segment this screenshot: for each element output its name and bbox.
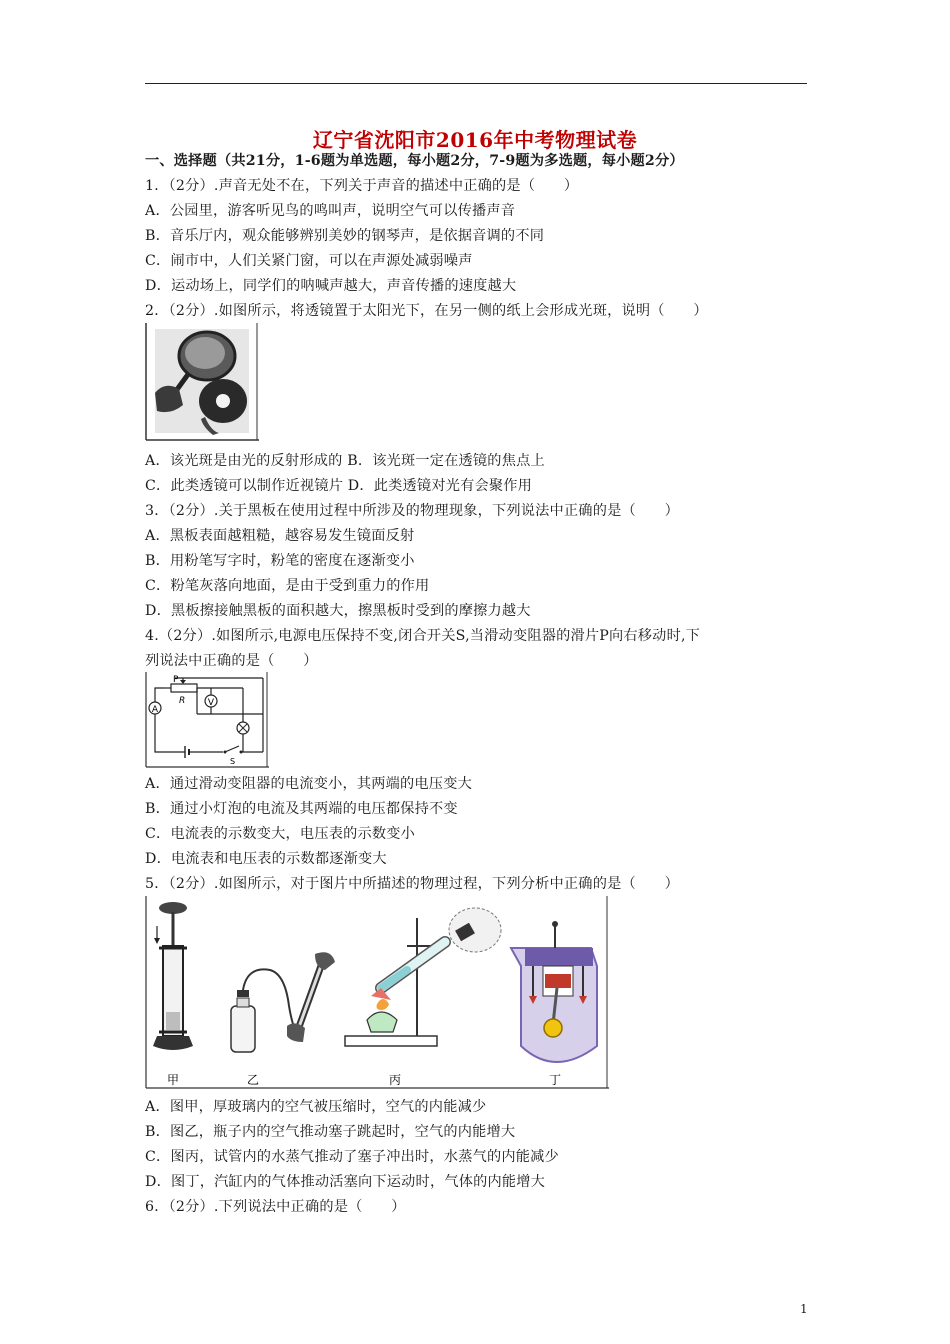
page-number: 1 — [800, 1302, 808, 1316]
resistor-r-label: R — [179, 696, 186, 706]
header-rule — [145, 83, 807, 84]
page-title: 辽宁省沈阳市2016年中考物理试卷 — [312, 128, 638, 152]
switch-s-label: S — [230, 757, 236, 766]
figure-label-ding: 丁 — [548, 1073, 562, 1087]
question-5-option-a: A．图甲，厚玻璃内的空气被压缩时，空气的内能减少 — [145, 1099, 487, 1115]
question-4-option-b: B．通过小灯泡的电流及其两端的电压都保持不变 — [145, 801, 458, 817]
question-4-stem-cont: 列说法中正确的是（ ） — [145, 653, 318, 669]
question-3-option-c: C．粉笔灰落向地面，是由于受到重力的作用 — [145, 578, 430, 594]
question-1-option-a: A．公园里，游客听见鸟的鸣叫声，说明空气可以传播声音 — [145, 203, 516, 219]
question-3-stem: 3．（2分）.关于黑板在使用过程中所涉及的物理现象，下列说法中正确的是（ ） — [145, 503, 680, 519]
question-4-stem: 4.（2分）.如图所示,电源电压保持不变,闭合开关S,当滑动变阻器的滑片P向右移动时,下 — [145, 628, 701, 644]
question-5-option-c: C．图丙，试管内的水蒸气推动了塞子冲出时，水蒸气的内能减少 — [145, 1149, 559, 1165]
question-3-option-d: D．黑板擦接触黑板的面积越大，擦黑板时受到的摩擦力越大 — [145, 603, 531, 619]
question-1-option-c: C．闹市中，人们关紧门窗，可以在声源处减弱噪声 — [145, 253, 473, 269]
figure-label-bing: 丙 — [388, 1073, 402, 1087]
question-5-stem: 5．（2分）.如图所示，对于图片中所描述的物理过程，下列分析中正确的是（ ） — [145, 876, 680, 892]
question-4-option-a: A．通过滑动变阻器的电流变小，其两端的电压变大 — [145, 776, 472, 792]
question-6-stem: 6．（2分）.下列说法中正确的是（ ） — [145, 1199, 406, 1215]
question-2-option-cd: C．此类透镜可以制作近视镜片 D．此类透镜对光有会聚作用 — [145, 478, 533, 494]
figure-label-yi: 乙 — [246, 1073, 260, 1087]
question-3-option-b: B．用粉笔写字时，粉笔的密度在逐渐变小 — [145, 553, 415, 569]
ammeter-label: A — [151, 705, 159, 715]
question-5-option-b: B．图乙，瓶子内的空气推动塞子跳起时，空气的内能增大 — [145, 1124, 516, 1140]
question-1-option-b: B．音乐厅内，观众能够辨别美妙的钢琴声，是依据音调的不同 — [145, 228, 545, 244]
question-2-option-ab: A．该光斑是由光的反射形成的 B．该光斑一定在透镜的焦点上 — [145, 453, 545, 469]
question-1-stem: 1．（2分）.声音无处不在，下列关于声音的描述中正确的是（ ） — [145, 178, 579, 194]
circuit-diagram — [145, 672, 269, 768]
slider-p-label: P — [173, 675, 179, 685]
thermodynamics-figure — [145, 896, 609, 1090]
question-4-option-c: C．电流表的示数变大，电压表的示数变小 — [145, 826, 416, 842]
section-heading: 一、选择题（共21分，1-6题为单选题，每小题2分，7-9题为多选题，每小题2分） — [145, 153, 684, 169]
question-5-option-d: D．图丁，汽缸内的气体推动活塞向下运动时，气体的内能增大 — [145, 1174, 546, 1190]
voltmeter-label: V — [207, 698, 215, 708]
question-3-option-a: A．黑板表面越粗糙，越容易发生镜面反射 — [145, 528, 415, 544]
question-2-stem: 2．（2分）.如图所示，将透镜置于太阳光下，在另一侧的纸上会形成光斑，说明（ ） — [145, 303, 708, 319]
figure-label-jia: 甲 — [166, 1073, 180, 1087]
question-1-option-d: D．运动场上，同学们的呐喊声越大，声音传播的速度越大 — [145, 278, 517, 294]
lens-sunlight-figure — [145, 323, 259, 441]
question-4-option-d: D．电流表和电压表的示数都逐渐变大 — [145, 851, 387, 867]
